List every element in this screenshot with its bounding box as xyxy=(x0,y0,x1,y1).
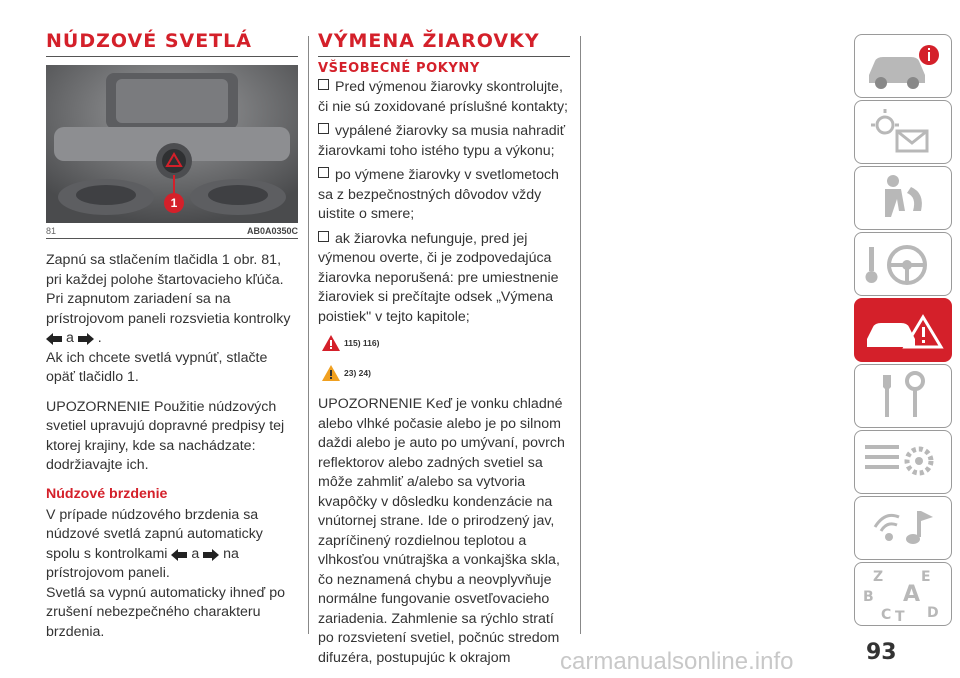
page-number: 93 xyxy=(866,640,897,665)
and-word: a xyxy=(191,545,200,562)
safety-icon xyxy=(855,167,951,229)
caution-triangle-icon xyxy=(322,365,340,381)
bullet-text: po výmene žiarovky v svetlometoch sa z bezpečnostných dôvodov vždy uistite o smere; xyxy=(318,167,559,222)
checkbox-bullet-icon xyxy=(318,123,329,134)
paragraph-emergency-braking-text: V prípade núdzového brzdenia sa núdzové svetlá zapnú automaticky spolu s kontrolkami xyxy=(46,506,263,562)
tab-index[interactable] xyxy=(854,562,952,626)
index-icon xyxy=(855,563,951,625)
tab-technical-data[interactable] xyxy=(854,430,952,494)
paragraph-emergency-braking-end: na prístrojovom paneli. xyxy=(46,545,239,581)
index-letter: E xyxy=(921,569,931,585)
technical-data-icon xyxy=(855,431,951,493)
emergency-icon xyxy=(855,299,951,361)
index-letter: C xyxy=(881,607,892,623)
paragraph-deactivation-text: Ak ich chcete svetlá vypnúť, stlačte opäť tlačidlo 1. xyxy=(46,349,268,385)
tab-warning-lights[interactable] xyxy=(854,100,952,164)
index-letter: D xyxy=(927,605,939,621)
warning-reference xyxy=(322,335,570,351)
index-letter: T xyxy=(895,609,905,625)
bullet-item xyxy=(318,166,570,225)
column-divider-right xyxy=(580,36,581,634)
tab-safety[interactable] xyxy=(854,166,952,230)
column-divider xyxy=(308,36,309,634)
figure-number: 81 xyxy=(46,226,57,236)
figure-code: AB0A0350C xyxy=(246,226,298,236)
paragraph-auto-off: Svetlá sa vypnú automaticky ihneď po zrušení nebezpečného charakteru brzdenia. xyxy=(46,584,286,640)
bullet-item xyxy=(318,122,570,161)
index-letter: B xyxy=(863,589,874,605)
warning-lights-icon xyxy=(855,101,951,163)
bullet-text: ak žiarovka nefunguje, pred jej výmenou overte, či je zodpovedajúca žiarovka neporušená: pre umiestnenie žiaroviek si prečítajte odsek „Výmena poistiek" v tejto kapitole; xyxy=(318,230,559,325)
warning-refs-text: 115) 116) xyxy=(344,338,380,348)
multimedia-icon xyxy=(855,497,951,559)
and-word: a xyxy=(65,330,74,346)
starting-driving-icon xyxy=(855,233,951,295)
tab-emergency[interactable] xyxy=(854,298,952,362)
maintenance-icon xyxy=(855,365,951,427)
callout-number: 1 xyxy=(170,196,178,210)
figure-caption xyxy=(46,223,298,239)
dashboard-photo xyxy=(46,65,298,223)
checkbox-bullet-icon xyxy=(318,79,329,90)
bullet-item xyxy=(318,230,570,328)
watermark: carmanualsonline.info xyxy=(560,648,794,675)
bullet-text: Pred výmenou žiarovky skontrolujte, či nie sú zoxidované príslušné kontakty; xyxy=(318,79,568,115)
turn-right-indicator-icon xyxy=(78,333,94,345)
bullet-text: vypálené žiarovky sa musia nahradiť žiarovkami toho istého typu a výkonu; xyxy=(318,123,566,159)
checkbox-bullet-icon xyxy=(318,231,329,242)
paragraph-emergency-braking xyxy=(46,506,298,643)
paragraph-activation xyxy=(46,251,298,388)
tab-maintenance[interactable] xyxy=(854,364,952,428)
index-letter: Z xyxy=(873,569,884,585)
caution-refs-text: 23) 24) xyxy=(344,368,371,378)
subheading-emergency-braking: Núdzové brzdenie xyxy=(46,485,168,502)
hazard-button-photo xyxy=(46,65,298,223)
section-title-bulb-replacement: VÝMENA ŽIAROVKY xyxy=(318,30,570,57)
section-title-hazard-lights: NÚDZOVÉ SVETLÁ xyxy=(46,30,298,57)
period: . xyxy=(97,330,102,346)
paragraph-note-traffic-rules: UPOZORNENIE Použitie núdzových svetiel upravujú dopravné predpisy tej ktorej krajiny, kde sa nachádzate: dodržiavajte ich. xyxy=(46,398,285,473)
tab-starting-driving[interactable] xyxy=(854,232,952,296)
subsection-general-instructions: VŠEOBECNÉ POKYNY xyxy=(318,61,480,76)
index-letter: A xyxy=(903,582,921,607)
warning-triangle-icon xyxy=(322,335,340,351)
turn-left-indicator-icon xyxy=(171,549,187,561)
caution-reference xyxy=(322,365,570,381)
turn-left-indicator-icon xyxy=(46,333,62,345)
left-column xyxy=(46,30,298,642)
tab-multimedia[interactable] xyxy=(854,496,952,560)
middle-column xyxy=(318,30,570,668)
paragraph-activation-text: Zapnú sa stlačením tlačidla 1 obr. 81, pri každej polohe štartovacieho kľúča. Pri zapnutom zariadení sa na prístrojovom paneli rozsvietia kontrolky xyxy=(46,252,291,327)
checkbox-bullet-icon xyxy=(318,167,329,178)
turn-right-indicator-icon xyxy=(203,549,219,561)
car-info-icon xyxy=(855,35,951,97)
tab-car-info[interactable] xyxy=(854,34,952,98)
paragraph-condensation-note: UPOZORNENIE Keď je vonku chladné alebo vlhké počasie alebo je po silnom daždi alebo je auto po umývaní, povrch reflektorov alebo zadných svetiel sa môže zahmliť a/alebo sa vytvoria kvapôčky v dôsledku kondenzácie na vnútornej strane. Ide o prirodzený jav, zapríčinený rozdielnou teplotou a vlhkosťou vnútrajška a vonkajška skla, čo neznamená chybu a neovplyvňuje normálne fungovanie osvetľovacieho zariadenia. Zahmlenie sa rýchlo stratí po rozsvietení svetiel, počnúc stredom difuzéra, postupujúc k okrajom xyxy=(318,396,565,666)
bullet-item xyxy=(318,78,570,117)
